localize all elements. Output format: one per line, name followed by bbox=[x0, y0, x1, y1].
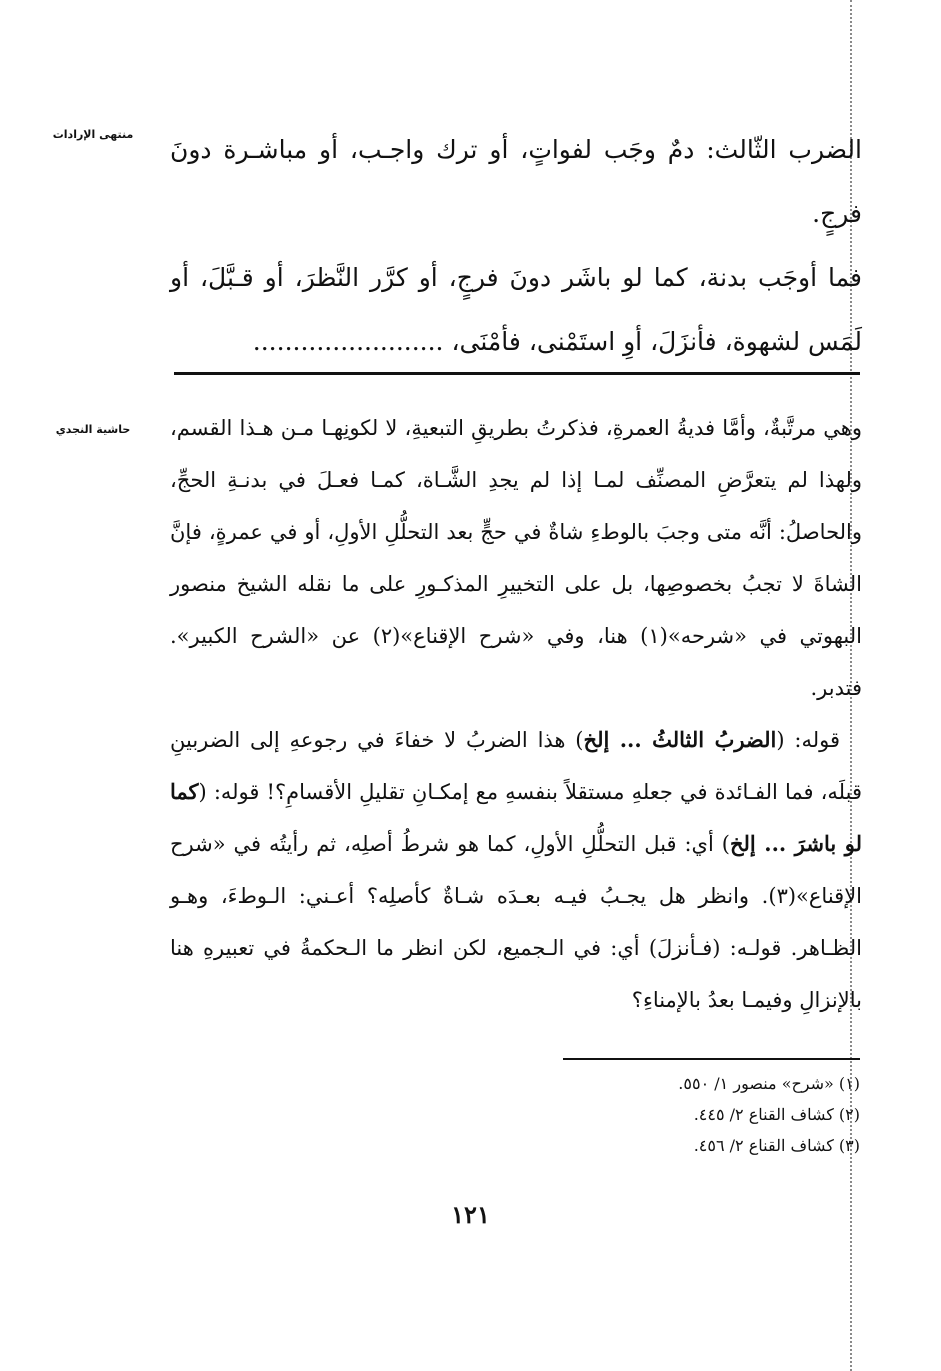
commentary-quoted-heading: كما لو باشرَ ... إلخ bbox=[170, 779, 863, 856]
commentary-quoted-heading: الضربُ الثالثُ ... إلخ bbox=[583, 727, 777, 752]
main-text-divider bbox=[174, 372, 860, 375]
commentary-segment: ) هذا الضربُ لا خفاءَ في رجوعهِ إلى الضربينِ قبلَه، فما الفـائدة في جعلهِ مستقلاً بنفسهِ مع إمكـانِ تقليلِ الأقسامِ؟! قوله: ( bbox=[170, 728, 862, 804]
main-text-dots: ........................ bbox=[252, 327, 444, 356]
side-label-hashia: حاشية النجدي bbox=[55, 423, 131, 436]
footnote-3: (٣) كشاف القناع ٢/ ٤٥٦. bbox=[693, 1136, 860, 1155]
footnote-2: (٢) كشاف القناع ٢/ ٤٤٥. bbox=[693, 1105, 860, 1124]
commentary-paragraph-1: وهي مرتَّبةٌ، وأمَّا فديةُ العمرةِ، فذكرتُ بطريقِ التبعيةِ، لا لكونِهـا مـن هـذا القسم، ولهذا لم يتعرَّضِ المصنِّف لمـا إذا لم يجدِ الشَّـاة، كمـا فعـلَ في بدنـةِ الحجِّ، والحاصلُ: أنَّه متى وجبَ بالوطءِ شاةٌ في حجٍّ بعد التحلُّلِ الأولِ، أو في عمرةٍ، فإنَّ الشاةَ لا تجبُ بخصوصِها، بل على التخييرِ المذكـورِ على ما نقله الشيخ منصور البهوتي في «شرحه»(١) هنا، وفي «شرح الإقناع»(٢) عن «الشرح الكبير». فتدبر. bbox=[170, 416, 862, 700]
commentary-segment: قوله: ( bbox=[776, 728, 840, 752]
side-label-matn: منتهى الإرادات bbox=[52, 128, 134, 141]
commentary-paragraph-2 bbox=[170, 714, 862, 1026]
commentary-text bbox=[170, 402, 862, 1026]
main-text-paragraph-2 bbox=[170, 246, 862, 374]
main-text bbox=[170, 118, 862, 374]
footnote-1: (١) «شرح» منصور ١/ ٥٥٠. bbox=[678, 1074, 860, 1093]
main-text-paragraph-1: الضرب الثّالث: دمٌ وجَب لفواتٍ، أو ترك واجـب، أو مباشـرة دونَ فرجٍ. bbox=[170, 135, 862, 228]
commentary-segment: ) أي: قبل التحلُّلِ الأولِ، كما هو شرطُ أصلِه، ثم رأيتُه في «شرح الإقناع»(٣). وانظر هل يجـبُ فيـه بعـدَه شـاةٌ كأصلِه؟ أعـني: الـوطءَ، وهـو الظـاهر. قولـه: (فـأنزلَ) أي: في الـجميع، لكن انظر ما الـحكمةُ في تعبيرهِ هنا بالإنزالِ وفيمـا بعدُ بالإمناءِ؟ bbox=[170, 832, 862, 1012]
page-number: ١٢١ bbox=[451, 1200, 490, 1229]
footnote-divider bbox=[563, 1058, 860, 1060]
footnotes bbox=[500, 1068, 860, 1161]
main-text-paragraph-2-text: فما أوجَب بدنة، كما لو باشَر دونَ فرجٍ، أو كرَّر النَّظرَ، أو قـبَّلَ، أو لَمَس لشهوة، فأنزَلَ، أوِ استَمْنى، فأمْنَى، bbox=[170, 263, 862, 356]
